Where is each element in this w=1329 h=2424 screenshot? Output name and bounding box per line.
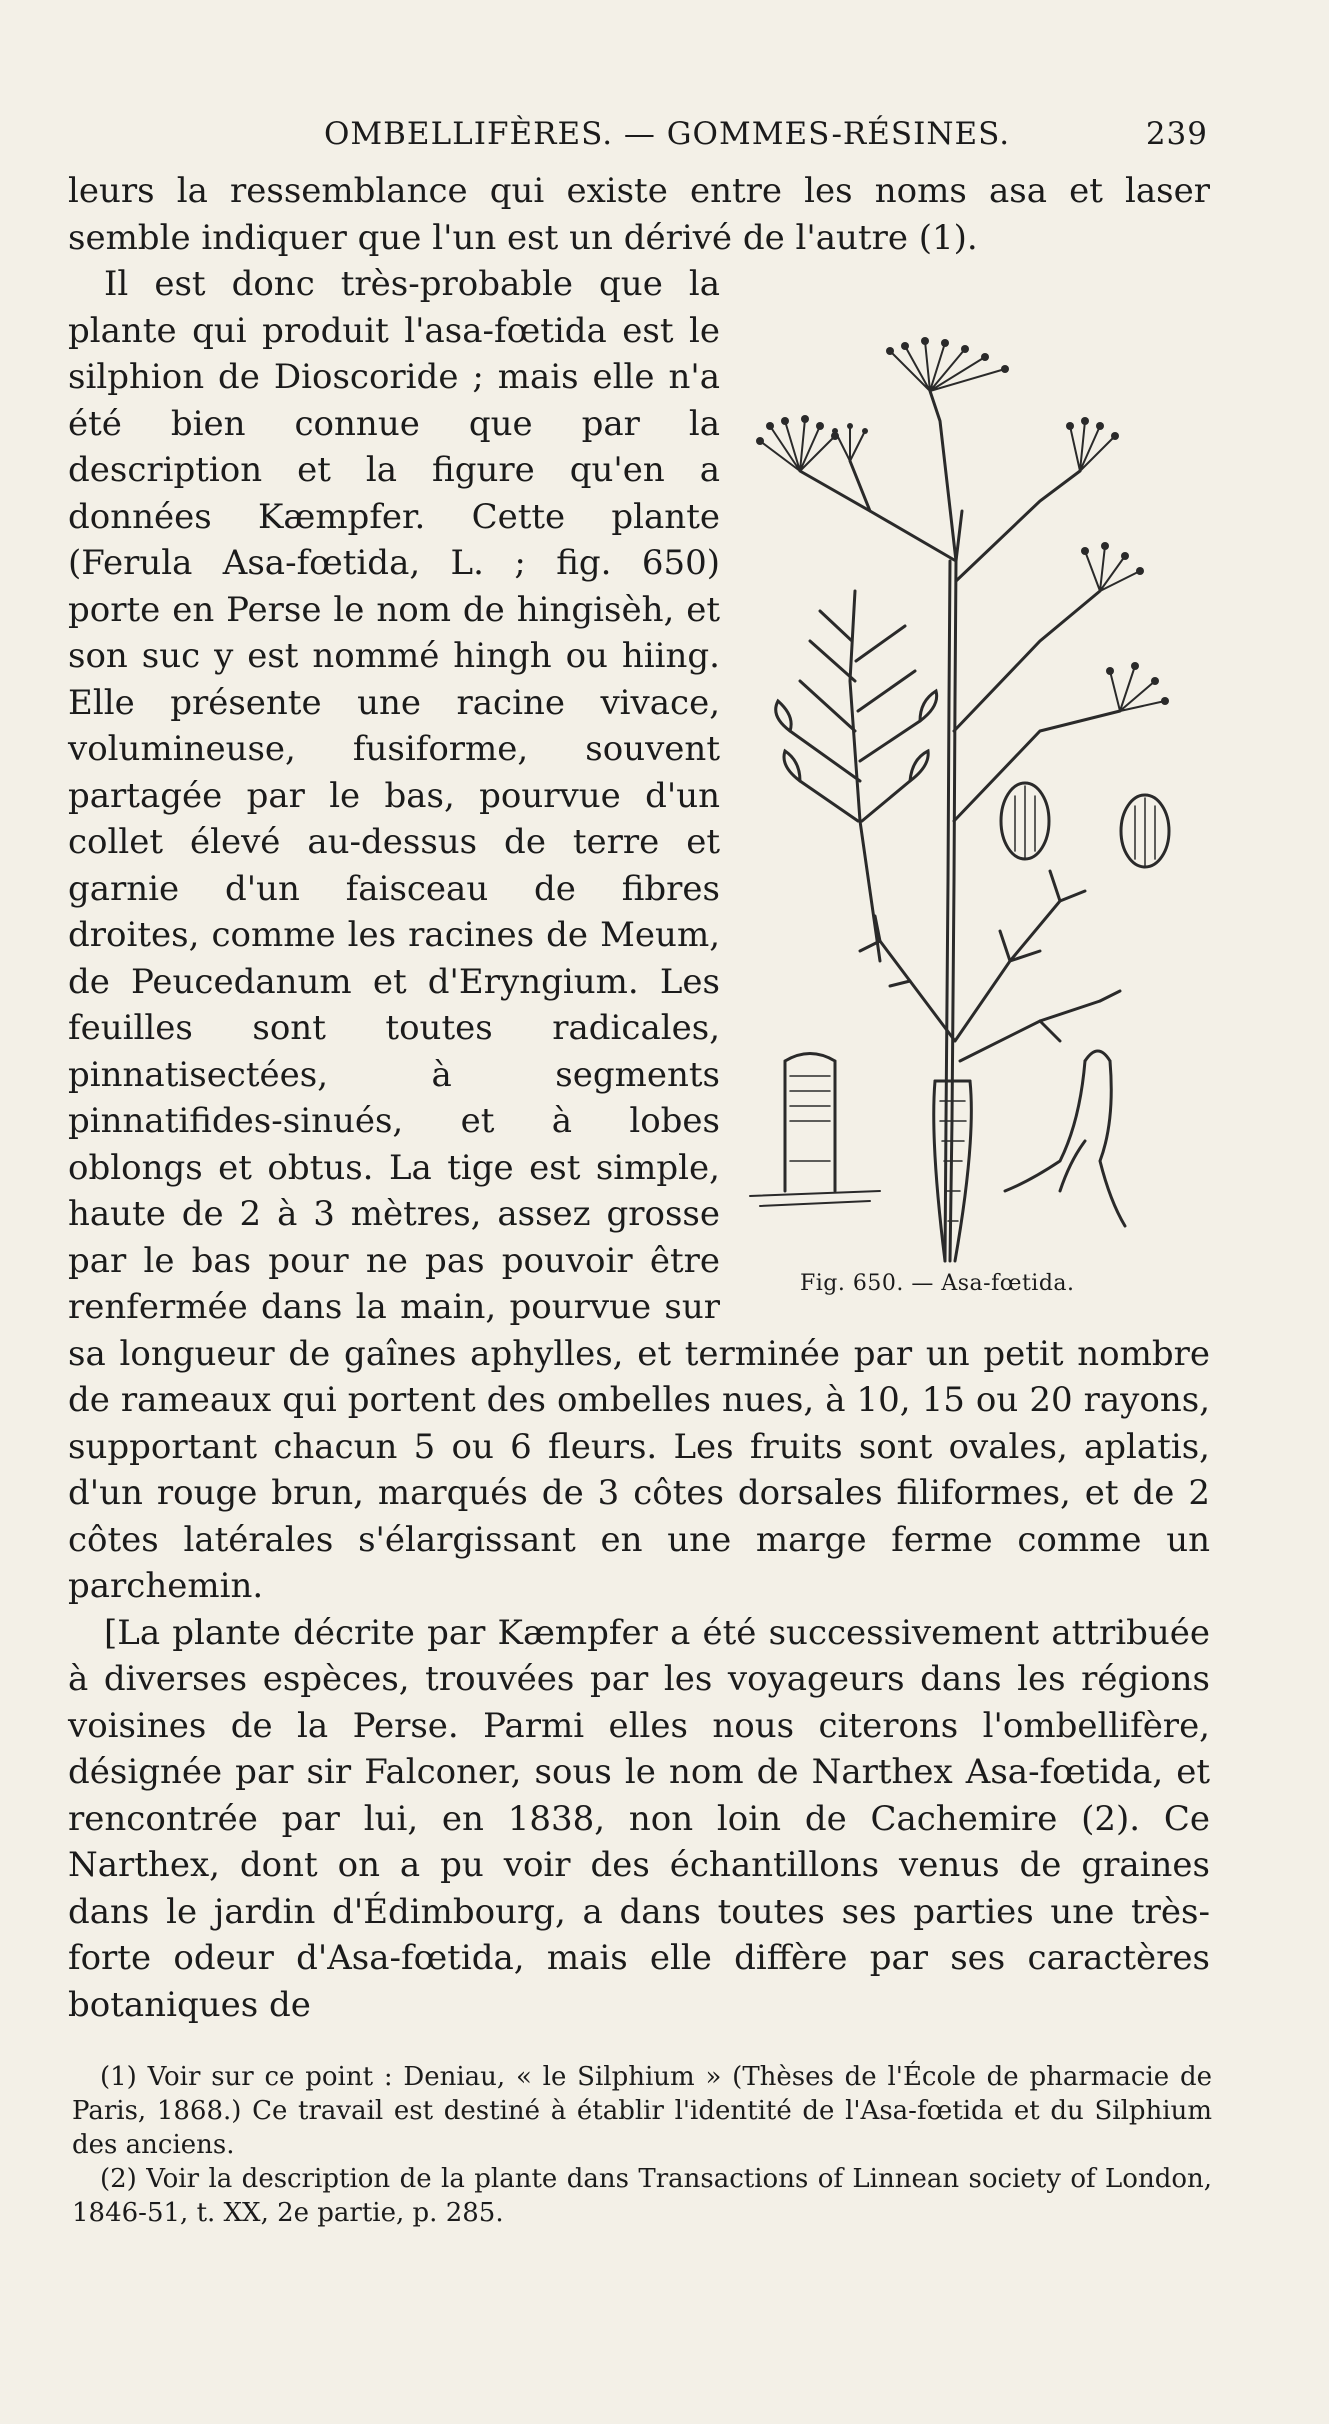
figure-caption: Fig. 650. — Asa-fœtida. bbox=[800, 1271, 1075, 1296]
header-title: OMBELLIFÈRES. — GOMMES-RÉSINES. bbox=[324, 116, 1011, 152]
running-header bbox=[68, 108, 1208, 158]
footnote-1: (1) Voir sur ce point : Deniau, « le Silphium » (Thèses de l'École de pharmacie de Paris, 1868.) Ce travail est destiné à établir l'identité de l'Asa-fœtida et du Silphium des anciens. bbox=[72, 2062, 1212, 2160]
footnotes bbox=[72, 2060, 1212, 2230]
footnote-2: (2) Voir la description de la plante dans Transactions of Linnean society of London, 1846-51, t. XX, 2e partie, p. 285. bbox=[72, 2164, 1212, 2228]
page-number: 239 bbox=[1145, 116, 1208, 152]
body-text bbox=[68, 168, 1210, 2028]
figure-650 bbox=[740, 261, 1210, 1316]
paragraph-3: [La plante décrite par Kæmpfer a été successivement attribuée à diverses espèces, trouvées par les voyageurs dans les régions voisines de la Perse. Parmi elles nous citerons l'ombellifère, désignée par sir Falconer, sous le nom de Narthex Asa-fœtida, et rencontrée par lui, en 1838, non loin de Cachemire (2). Ce Narthex, dont on a pu voir des échantillons venus de graines dans le jardin d'Édimbourg, a dans toutes ses parties une très-forte odeur d'Asa-fœtida, mais elle diffère par ses caractères botaniques de bbox=[68, 1612, 1210, 2025]
asa-foetida-illustration bbox=[740, 261, 1200, 1271]
paragraph-2: Il est donc très-probable que la plante qui produit l'asa-fœtida est le silphion de Dioscoride ; mais elle n'a été bien connue que par la description et la figure qu'en a données Kæmpfer. Cette plante (Ferula Asa-fœtida, L. ; fig. 650) porte en Perse le nom de hingisèh, et son suc y est nommé hingh ou hiing. Elle présente une racine vivace, volumineuse, fusiforme, souvent partagée par le bas, pourvue d'un collet élevé au-dessus de terre et garnie d'un faisceau de fibres droites, comme les racines de Meum, de Peucedanum et d'Eryngium. Les feuilles sont toutes radicales, pinnatisectées, à segments pinnatifides-sinués, et à lobes oblongs et obtus. La tige est simple, haute de 2 à 3 mètres, assez grosse par le bas pour ne pas pouvoir être renfermée dans la main, pourvue sur sa longueur de gaînes aphylles, et terminée par un petit nombre de rameaux qui portent des ombelles nues, à 10, 15 ou 20 rayons, supportant chacun 5 ou 6 fleurs. Les fruits sont ovales, aplatis, d'un rouge brun, marqués de 3 côtes dorsales filiformes, et de 2 côtes latérales s'élargissant en une marge ferme comme un parchemin. bbox=[68, 264, 1210, 1606]
paragraph-1: leurs la ressemblance qui existe entre les noms asa et laser semble indiquer que l'un est un dérivé de l'autre (1). bbox=[68, 171, 1210, 258]
